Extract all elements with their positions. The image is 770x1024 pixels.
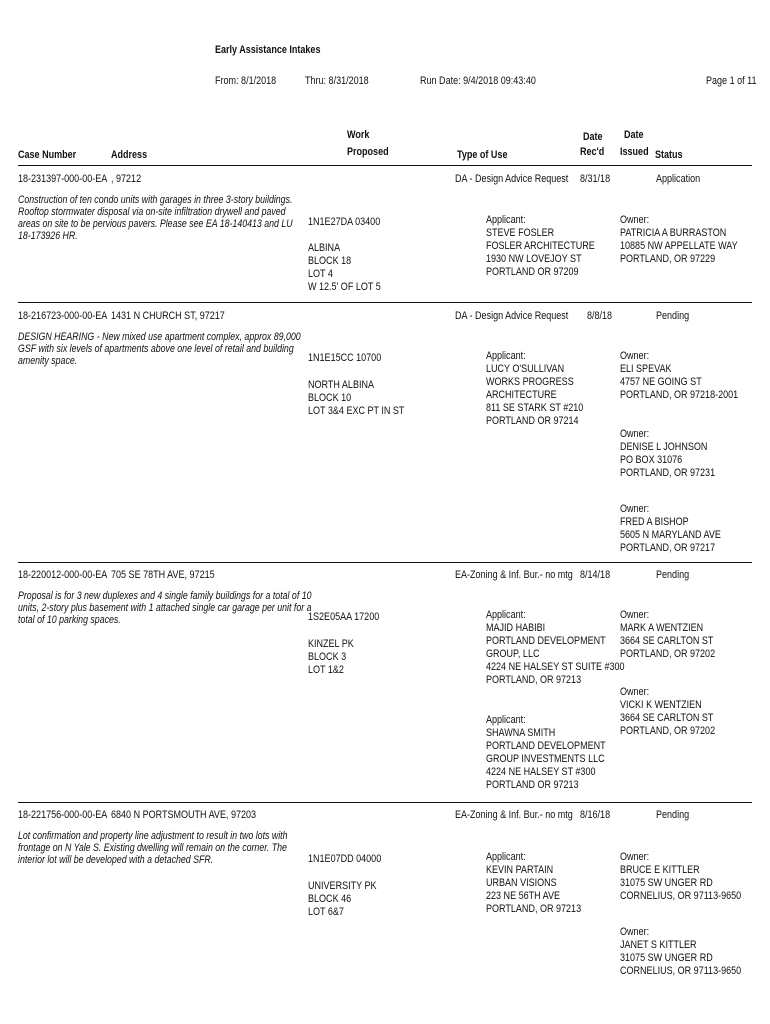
status: Pending — [656, 809, 690, 821]
applicant-company-line2: GROUP, LLC — [486, 648, 540, 660]
applicant-city: PORTLAND OR 97209 — [486, 266, 579, 278]
status: Application — [656, 173, 701, 185]
legal-line: BLOCK 10 — [308, 392, 352, 404]
address: 6840 N PORTSMOUTH AVE, 97203 — [111, 809, 257, 821]
legal-description — [308, 638, 354, 677]
type-of-use: DA - Design Advice Request — [455, 173, 569, 185]
legal-line: BLOCK 46 — [308, 893, 352, 905]
owner-street: 4757 NE GOING ST — [620, 376, 702, 388]
report-thru-date: Thru: 8/31/2018 — [305, 75, 369, 87]
owner-label: Owner: — [620, 609, 650, 621]
column-header-recd: Rec'd — [580, 146, 605, 158]
owner-street: 31075 SW UNGER RD — [620, 952, 713, 964]
applicant-city: PORTLAND, OR 97213 — [486, 903, 582, 915]
legal-line: LOT 1&2 — [308, 664, 344, 676]
legal-line: BLOCK 18 — [308, 255, 352, 267]
applicant-block — [486, 609, 625, 687]
applicant-street: 4224 NE HALSEY ST SUITE #300 — [486, 661, 625, 673]
owner-block — [620, 503, 721, 555]
owner-block — [620, 214, 738, 266]
column-header-proposed: Proposed — [347, 146, 389, 158]
owner-name: JANET S KITTLER — [620, 939, 697, 951]
applicant-company: PORTLAND DEVELOPMENT — [486, 635, 606, 647]
owner-street: 10885 NW APPELLATE WAY — [620, 240, 738, 252]
case-number: 18-216723-000-00-EA — [18, 310, 108, 322]
legal-line: KINZEL PK — [308, 638, 354, 650]
column-header-case-number: Case Number — [18, 149, 77, 161]
legal-description — [308, 379, 404, 418]
applicant-name: STEVE FOSLER — [486, 227, 555, 239]
applicant-company: URBAN VISIONS — [486, 877, 557, 889]
owner-name: VICKI K WENTZIEN — [620, 699, 702, 711]
map-number: 1N1E15CC 10700 — [308, 352, 382, 364]
owner-name: ELI SPEVAK — [620, 363, 672, 375]
owner-block — [620, 350, 738, 402]
owner-label: Owner: — [620, 926, 650, 938]
owner-name: FRED A BISHOP — [620, 516, 689, 528]
applicant-company-line2: GROUP INVESTMENTS LLC — [486, 753, 605, 765]
owner-block — [620, 609, 715, 661]
owner-label: Owner: — [620, 350, 650, 362]
owner-label: Owner: — [620, 503, 650, 515]
address: , 97212 — [111, 173, 142, 185]
applicant-city: PORTLAND OR 97214 — [486, 415, 579, 427]
owner-block — [620, 428, 715, 480]
applicant-block — [486, 714, 606, 792]
applicant-block — [486, 350, 583, 428]
owner-street: 5605 N MARYLAND AVE — [620, 529, 721, 541]
owner-label: Owner: — [620, 428, 650, 440]
column-header-issued: Issued — [620, 146, 649, 158]
legal-line: NORTH ALBINA — [308, 379, 375, 391]
applicant-label: Applicant: — [486, 609, 526, 621]
legal-line: UNIVERSITY PK — [308, 880, 377, 892]
owner-street: 3664 SE CARLTON ST — [620, 712, 714, 724]
applicant-label: Applicant: — [486, 350, 526, 362]
column-header-date: Date — [583, 131, 603, 143]
type-of-use: EA-Zoning & Inf. Bur.- no mtg — [455, 569, 573, 581]
owner-city: CORNELIUS, OR 97113-9650 — [620, 890, 742, 902]
owner-label: Owner: — [620, 214, 650, 226]
report-run-date: Run Date: 9/4/2018 09:43:40 — [420, 75, 536, 87]
page-number: Page 1 of 11 — [706, 75, 757, 87]
record-divider — [18, 302, 752, 303]
column-header-type-of-use: Type of Use — [457, 149, 508, 161]
owner-city: PORTLAND, OR 97229 — [620, 253, 716, 265]
owner-label: Owner: — [620, 851, 650, 863]
owner-name: MARK A WENTZIEN — [620, 622, 704, 634]
date-recd: 8/16/18 — [580, 809, 611, 821]
map-number: 1N1E07DD 04000 — [308, 853, 382, 865]
address: 705 SE 78TH AVE, 97215 — [111, 569, 215, 581]
applicant-street: 1930 NW LOVEJOY ST — [486, 253, 582, 265]
applicant-city: PORTLAND OR 97213 — [486, 779, 579, 791]
owner-city: CORNELIUS, OR 97113-9650 — [620, 965, 742, 977]
status: Pending — [656, 310, 690, 322]
report-title: Early Assistance Intakes — [215, 44, 321, 56]
applicant-street: 223 NE 56TH AVE — [486, 890, 561, 902]
record-divider — [18, 562, 752, 563]
legal-line: LOT 4 — [308, 268, 333, 280]
owner-name: DENISE L JOHNSON — [620, 441, 708, 453]
column-header-status: Status — [655, 149, 683, 161]
legal-line: LOT 3&4 EXC PT IN ST — [308, 405, 405, 417]
legal-line: LOT 6&7 — [308, 906, 344, 918]
work-description: Construction of ten condo units with garages in three 3-story buildings. Rooftop stormwater disposal via on-site infiltration drywell and paved areas on site to be pervious pavers. Please see EA 18-140413 and LU 18-173926 HR. — [18, 194, 293, 242]
owner-street: PO BOX 31076 — [620, 454, 683, 466]
legal-line: ALBINA — [308, 242, 341, 254]
address: 1431 N CHURCH ST, 97217 — [111, 310, 225, 322]
work-description: Proposal is for 3 new duplexes and 4 single family buildings for a total of 10 units, 2-story plus basement with 1 attached single car garage per unit for a total of 10 parking spaces. — [18, 590, 312, 626]
legal-line: BLOCK 3 — [308, 651, 347, 663]
applicant-company: PORTLAND DEVELOPMENT — [486, 740, 606, 752]
applicant-block — [486, 214, 595, 279]
owner-name: BRUCE E KITTLER — [620, 864, 700, 876]
type-of-use: EA-Zoning & Inf. Bur.- no mtg — [455, 809, 573, 821]
owner-city: PORTLAND, OR 97202 — [620, 648, 716, 660]
legal-description — [308, 880, 377, 919]
case-number: 18-221756-000-00-EA — [18, 809, 108, 821]
date-recd: 8/31/18 — [580, 173, 611, 185]
owner-city: PORTLAND, OR 97217 — [620, 542, 716, 554]
legal-description — [308, 242, 381, 294]
case-number: 18-231397-000-00-EA — [18, 173, 108, 185]
owner-name: PATRICIA A BURRASTON — [620, 227, 727, 239]
owner-city: PORTLAND, OR 97202 — [620, 725, 716, 737]
applicant-city: PORTLAND, OR 97213 — [486, 674, 582, 686]
applicant-company-line2: ARCHITECTURE — [486, 389, 557, 401]
owner-label: Owner: — [620, 686, 650, 698]
applicant-company: FOSLER ARCHITECTURE — [486, 240, 595, 252]
date-recd: 8/14/18 — [580, 569, 611, 581]
applicant-name: MAJID HABIBI — [486, 622, 546, 634]
header-divider — [18, 165, 752, 166]
applicant-block — [486, 851, 581, 916]
column-header-date-issued: Date — [624, 129, 644, 141]
report-from-date: From: 8/1/2018 — [215, 75, 277, 87]
owner-city: PORTLAND, OR 97218-2001 — [620, 389, 739, 401]
owner-street: 31075 SW UNGER RD — [620, 877, 713, 889]
owner-block — [620, 851, 741, 903]
applicant-label: Applicant: — [486, 714, 526, 726]
owner-street: 3664 SE CARLTON ST — [620, 635, 714, 647]
applicant-name: LUCY O'SULLIVAN — [486, 363, 565, 375]
applicant-company: WORKS PROGRESS — [486, 376, 574, 388]
work-description: DESIGN HEARING - New mixed use apartment complex, approx 89,000 GSF with six levels of apartments above one level of retail and building amenity space. — [18, 331, 301, 367]
owner-block — [620, 686, 715, 738]
applicant-street: 4224 NE HALSEY ST #300 — [486, 766, 596, 778]
type-of-use: DA - Design Advice Request — [455, 310, 569, 322]
case-number: 18-220012-000-00-EA — [18, 569, 108, 581]
legal-line: W 12.5' OF LOT 5 — [308, 281, 381, 293]
owner-block — [620, 926, 741, 978]
applicant-label: Applicant: — [486, 851, 526, 863]
map-number: 1N1E27DA 03400 — [308, 216, 381, 228]
applicant-name: KEVIN PARTAIN — [486, 864, 554, 876]
column-header-address: Address — [111, 149, 148, 161]
column-header-work: Work — [347, 129, 370, 141]
status: Pending — [656, 569, 690, 581]
record-divider — [18, 802, 752, 803]
applicant-label: Applicant: — [486, 214, 526, 226]
work-description: Lot confirmation and property line adjustment to result in two lots with frontage on N Yale S. Existing dwelling will remain on the corner. The interior lot will be developed with a detached SFR. — [18, 830, 288, 866]
applicant-name: SHAWNA SMITH — [486, 727, 556, 739]
applicant-street: 811 SE STARK ST #210 — [486, 402, 584, 414]
map-number: 1S2E05AA 17200 — [308, 611, 380, 623]
owner-city: PORTLAND, OR 97231 — [620, 467, 716, 479]
date-recd: 8/8/18 — [587, 310, 613, 322]
